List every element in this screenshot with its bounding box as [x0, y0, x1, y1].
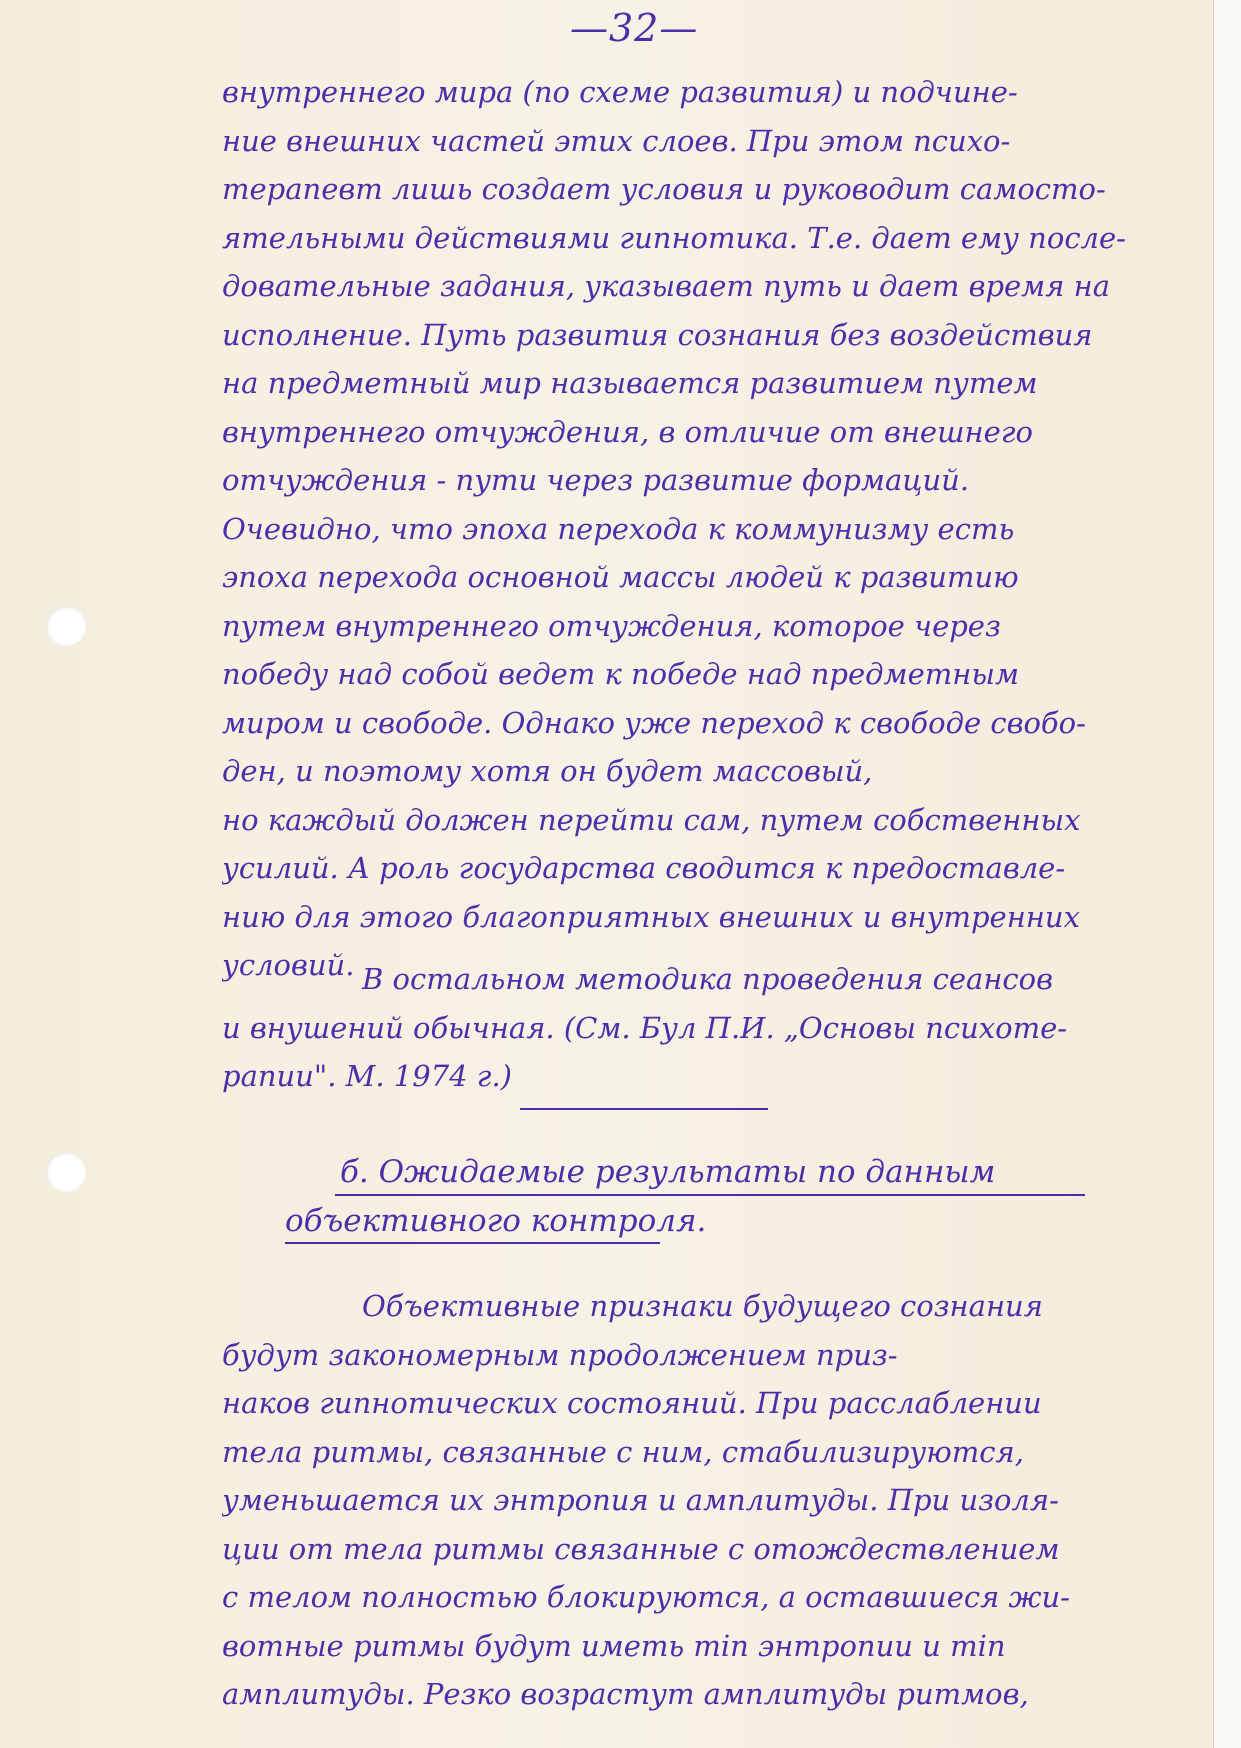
- text-line: ции от тела ритмы связанные с отождествлением: [222, 1531, 1060, 1566]
- text-line: путем внутреннего отчуждения, которое через: [222, 608, 1001, 643]
- heading-underline: [285, 1242, 660, 1244]
- text-line: внутреннего отчуждения, в отличие от внешнего: [222, 414, 1033, 449]
- heading-underline: [335, 1194, 1085, 1196]
- text-line: будут закономерным продолжением приз-: [222, 1337, 898, 1372]
- page-number: —32—: [570, 6, 699, 50]
- punch-hole-top: [46, 606, 86, 646]
- text-line: ден, и поэтому хотя он будет массовый,: [222, 754, 873, 788]
- text-line: терапевт лишь создает условия и руководит самосто-: [222, 172, 1106, 206]
- text-line: рапии". М. 1974 г.): [222, 1059, 512, 1093]
- text-line: В остальном методика проведения сеансов: [362, 962, 1054, 996]
- heading-line: объективного контроля.: [285, 1202, 707, 1239]
- text-line: уменьшается их энтропия и амплитуды. При изоля-: [222, 1483, 1059, 1517]
- text-line: исполнение. Путь развития сознания без воздействия: [222, 317, 1093, 352]
- paragraph-3: [222, 1282, 1202, 1719]
- text-line: вотные ритмы будут иметь min энтропии и min: [222, 1628, 1006, 1663]
- text-line: амплитуды. Резко возрастут амплитуды ритмов,: [222, 1677, 1029, 1711]
- text-line: внутреннего мира (по схеме развития) и подчине-: [222, 75, 1018, 109]
- heading-line: б. Ожидаемые результаты по данным: [340, 1154, 996, 1190]
- text-line: миром и свободе. Однако уже переход к свободе свобо-: [222, 705, 1086, 740]
- text-line: отчуждения - пути через развитие формаций.: [222, 463, 970, 497]
- text-line: победу над собой ведет к победе над предметным: [222, 657, 1020, 691]
- text-line: условий.: [222, 948, 355, 982]
- paragraph-2: [222, 955, 1202, 1101]
- text-line: Объективные признаки будущего сознания: [362, 1289, 1043, 1323]
- text-line: и внушений обычная. (См. Бул П.И. „Основы психоте-: [222, 1010, 1068, 1045]
- punch-hole-bottom: [46, 1152, 86, 1192]
- text-line: нию для этого благоприятных внешних и внутренних: [222, 899, 1080, 934]
- text-line: Очевидно, что эпоха перехода к коммунизму есть: [222, 511, 1015, 546]
- text-line: но каждый должен перейти сам, путем собственных: [222, 802, 1081, 837]
- section-separator: [520, 1108, 768, 1110]
- text-line: эпоха перехода основной массы людей к развитию: [222, 560, 1019, 594]
- text-line: ятельными действиями гипнотика. Т.е. дает ему после-: [222, 220, 1126, 255]
- section-heading: [285, 1148, 1185, 1245]
- text-line: усилий. А роль государства сводится к предоставле-: [222, 851, 1066, 885]
- text-line: с телом полностью блокируются, а оставшиеся жи-: [222, 1580, 1070, 1614]
- text-line: наков гипнотических состояний. При расслаблении: [222, 1386, 1042, 1420]
- paragraph-1: [222, 68, 1202, 990]
- text-line: тела ритмы, связанные с ним, стабилизируются,: [222, 1434, 1024, 1469]
- text-line: довательные задания, указывает путь и дает время на: [222, 269, 1111, 303]
- text-line: на предметный мир называется развитием путем: [222, 366, 1038, 400]
- paper-edge: [1213, 0, 1241, 1748]
- text-line: ние внешних частей этих слоев. При этом психо-: [222, 123, 1011, 158]
